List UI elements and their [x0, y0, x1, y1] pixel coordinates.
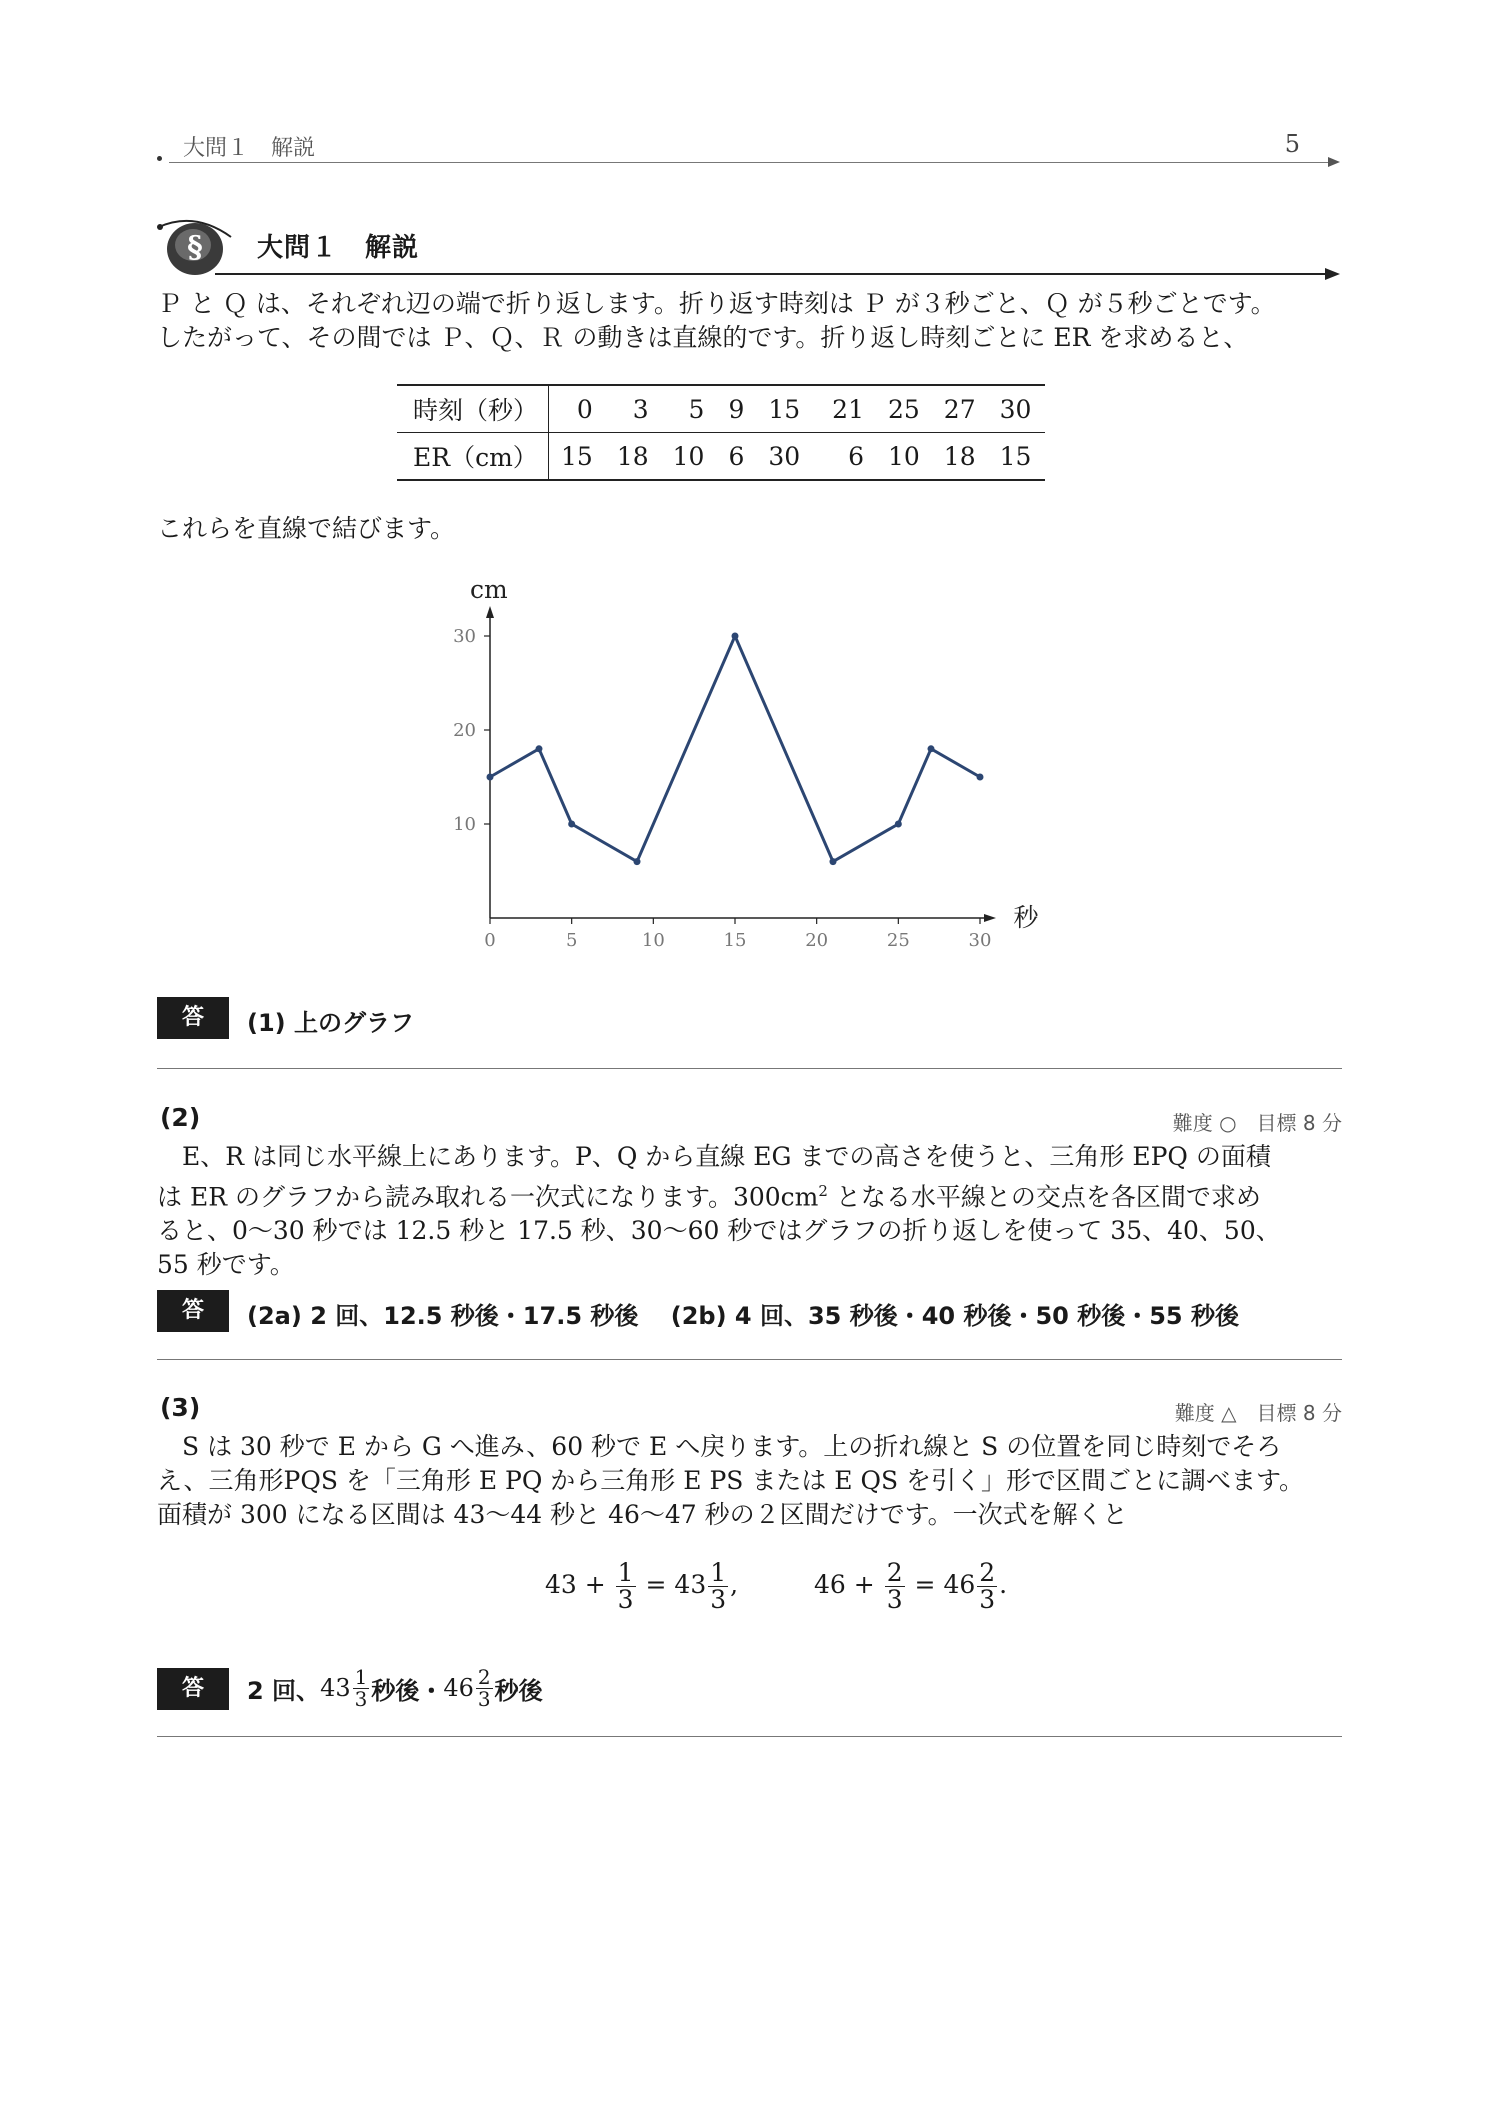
- x-tick-label: 10: [641, 930, 665, 951]
- part-2-heading: (2): [160, 1103, 201, 1132]
- answer-badge: 答: [157, 1290, 229, 1332]
- x-ticks: [484, 918, 991, 951]
- numerator: 1: [710, 1558, 727, 1587]
- answer-3-text: [247, 1662, 543, 1714]
- data-point: [536, 745, 543, 752]
- table-cell: 18: [616, 441, 649, 471]
- table-label-time: 時刻（秒）: [397, 385, 549, 433]
- section-heading: [155, 215, 1340, 275]
- y-ticks: [453, 626, 490, 835]
- fraction: [476, 1664, 493, 1711]
- fraction: [708, 1560, 728, 1614]
- numerator: 1: [354, 1664, 368, 1689]
- divider: [157, 1359, 1342, 1360]
- fraction: [353, 1664, 370, 1711]
- y-tick-label: 20: [453, 720, 476, 741]
- y-tick-label: 30: [453, 626, 476, 647]
- x-tick-label: 0: [484, 930, 496, 951]
- x-tick-label: 15: [723, 930, 747, 951]
- table-cell: 9: [716, 385, 756, 433]
- part-2-line-2: [157, 1174, 1342, 1214]
- eq-term: = 43: [645, 1570, 707, 1600]
- divider: [157, 1068, 1342, 1069]
- series-points: [487, 633, 984, 866]
- connect-text: これらを直線で結びます。: [157, 514, 456, 543]
- part-3-line-2: え、三角形PQS を「三角形 E PQ から三角形 E PS または E QS を引く」形で区間ごとに調べます。: [157, 1466, 1305, 1495]
- section-logo-icon: [155, 215, 235, 279]
- table-cell: 3: [605, 385, 661, 433]
- equation-1: [545, 1558, 746, 1615]
- equation-line: [545, 1560, 1007, 1614]
- text-span: は ER のグラフから読み取れる一次式になります。300cm: [157, 1182, 819, 1212]
- x-tick-label: 20: [805, 930, 829, 951]
- table-row-er: [397, 433, 1045, 481]
- table-cell: 18: [943, 441, 976, 471]
- data-point: [487, 774, 494, 781]
- answer-int: 43: [320, 1674, 351, 1702]
- data-point: [928, 745, 935, 752]
- eq-term: 46 +: [814, 1570, 875, 1600]
- part-2-difficulty: 難度 ○ 目標 8 分: [1172, 1111, 1342, 1135]
- part-2-line-4: 55 秒です。: [157, 1250, 295, 1280]
- x-tick-label: 30: [968, 930, 992, 951]
- intro-line-1: Ｐ と Ｑ は、それぞれ辺の端で折り返します。折り返す時刻は Ｐ が３秒ごと、Ｑ が５秒ごとです。: [157, 289, 1276, 318]
- numerator: 2: [477, 1664, 491, 1689]
- numerator: 2: [886, 1558, 903, 1587]
- fraction: [616, 1560, 636, 1614]
- table-cell: 6: [848, 441, 864, 471]
- answer-badge: 答: [157, 997, 229, 1039]
- intro-paragraph: [157, 287, 1342, 355]
- table-row-time: [397, 385, 1045, 433]
- part-2-line-3: ると、0〜30 秒では 12.5 秒と 17.5 秒、30〜60 秒ではグラフの折り返しを使って 35、40、50、: [157, 1216, 1281, 1246]
- part-3-heading: (3): [160, 1393, 201, 1422]
- fraction: [885, 1560, 905, 1614]
- x-axis-label: 秒: [1013, 903, 1039, 932]
- table-cell: 30: [768, 441, 801, 471]
- table-cell: 10: [672, 441, 705, 471]
- table-cell: 6: [728, 441, 745, 471]
- fraction: [977, 1560, 997, 1614]
- table-cell: 15: [756, 385, 812, 433]
- intro-line-2: したがって、その間では Ｐ、Ｑ、Ｒ の動きは直線的です。折り返し時刻ごとに ER を求めると、: [157, 323, 1249, 352]
- answer-1-text: (1) 上のグラフ: [247, 1009, 414, 1037]
- numerator: 1: [617, 1558, 634, 1587]
- table-cell: 5: [661, 385, 717, 433]
- y-axis-label: cm: [470, 575, 508, 604]
- equation-2: [814, 1558, 1008, 1615]
- answer-int: 46: [443, 1674, 474, 1702]
- answer-text: 秒後・: [371, 1676, 444, 1705]
- table-cell: 21: [812, 385, 876, 433]
- answer-2-text: (2a) 2 回、12.5 秒後・17.5 秒後 (2b) 4 回、35 秒後・40 秒後・50 秒後・55 秒後: [247, 1302, 1239, 1330]
- section-arrow-icon: [1325, 268, 1340, 280]
- eq-term: 43 +: [545, 1570, 606, 1600]
- data-point: [568, 821, 575, 828]
- y-axis-arrow-icon: [486, 606, 494, 618]
- table-cell: 15: [999, 441, 1032, 471]
- denominator: 3: [979, 1585, 996, 1615]
- table-cell: 30: [988, 385, 1046, 433]
- part-3-paragraph: [157, 1430, 1342, 1532]
- table-cell: 27: [932, 385, 988, 433]
- denominator: 3: [477, 1686, 491, 1711]
- data-point: [977, 774, 984, 781]
- page-number: 5: [1284, 130, 1300, 158]
- x-tick-label: 25: [886, 930, 910, 951]
- x-tick-label: 5: [565, 930, 578, 951]
- table-cell: 0: [549, 385, 605, 433]
- part-2-paragraph: [157, 1140, 1342, 1282]
- y-tick-label: 10: [453, 814, 476, 835]
- eq-term: ,: [730, 1570, 739, 1600]
- running-header: [157, 128, 1340, 162]
- part-3-line-1: S は 30 秒で E から G へ進み、60 秒で E へ戻ります。上の折れ線と S の位置を同じ時刻でそろ: [182, 1432, 1282, 1461]
- eq-term: = 46: [914, 1570, 976, 1600]
- header-rule: [169, 162, 1328, 163]
- denominator: 3: [886, 1585, 903, 1615]
- er-line-chart: [420, 570, 1070, 960]
- denominator: 3: [354, 1686, 368, 1711]
- superscript: 2: [818, 1182, 828, 1200]
- part-3-difficulty: 難度 △ 目標 8 分: [1174, 1401, 1342, 1425]
- table-cell: 25: [876, 385, 932, 433]
- part-2-line-1: E、R は同じ水平線上にあります。P、Q から直線 EG までの高さを使うと、三角形 EPQ の面積: [182, 1142, 1271, 1171]
- text-span: となる水平線との交点を各区間で求め: [827, 1182, 1261, 1212]
- logo-glyph: §: [187, 230, 203, 265]
- denominator: 3: [710, 1585, 727, 1615]
- answer-text: 秒後: [494, 1676, 543, 1705]
- table-label-er: ER（cm）: [397, 433, 549, 481]
- header-dot: [157, 156, 162, 161]
- data-point: [732, 633, 739, 640]
- answer-text: 2 回、: [247, 1676, 321, 1705]
- section-title: 大問１ 解説: [257, 233, 420, 263]
- data-point: [895, 821, 902, 828]
- table-cell: 10: [887, 441, 920, 471]
- numerator: 2: [979, 1558, 996, 1587]
- section-rule: [215, 273, 1326, 275]
- divider: [157, 1736, 1342, 1737]
- part-3-line-3: 面積が 300 になる区間は 43〜44 秒と 46〜47 秒の２区間だけです。一次式を解くと: [157, 1500, 1128, 1529]
- eq-term: .: [999, 1570, 1008, 1600]
- header-arrow-icon: [1328, 157, 1340, 167]
- er-table: [397, 384, 1045, 481]
- table-cell: 15: [561, 441, 593, 471]
- data-point: [634, 858, 641, 865]
- denominator: 3: [617, 1585, 634, 1615]
- running-title: 大問１ 解説: [183, 136, 316, 161]
- series-line: [490, 636, 980, 862]
- x-axis-arrow-icon: [984, 914, 996, 922]
- answer-badge: 答: [157, 1668, 229, 1710]
- data-point: [830, 858, 837, 865]
